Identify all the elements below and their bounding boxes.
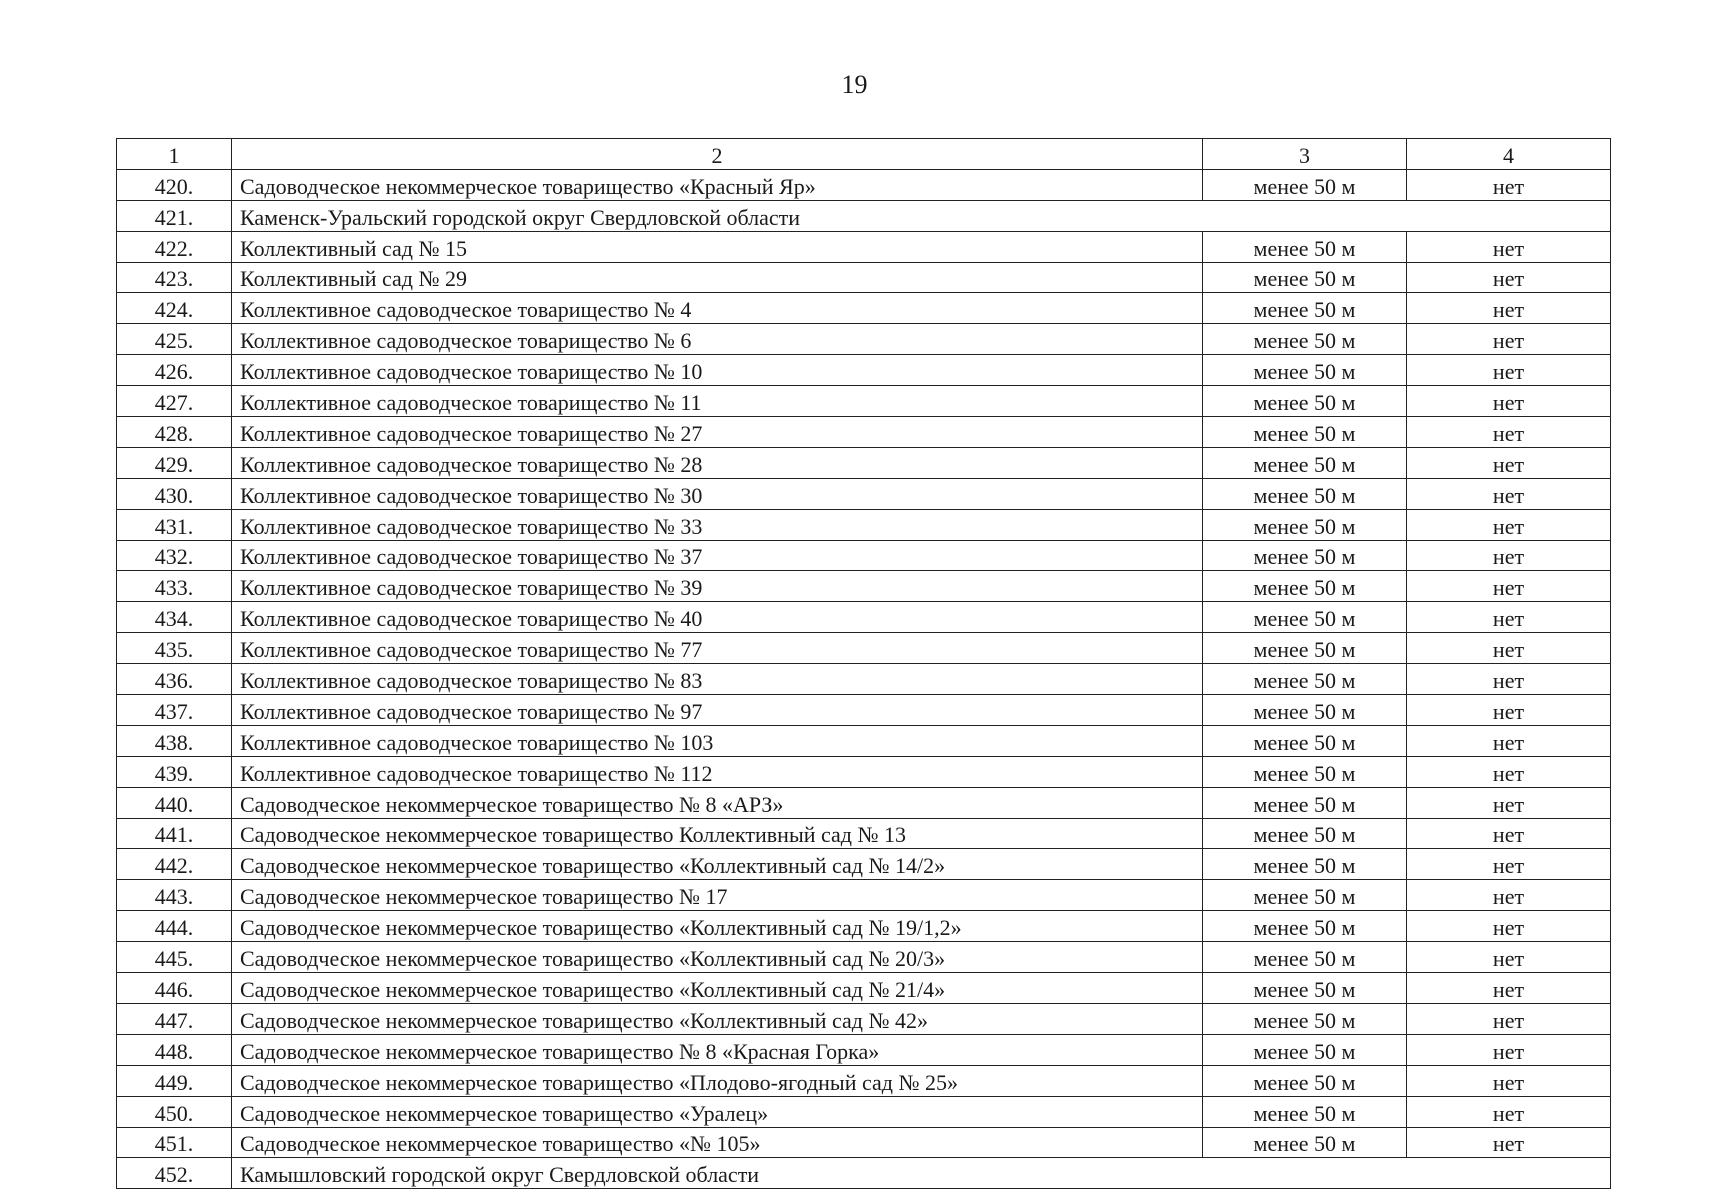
row-number: 444. xyxy=(117,911,232,942)
flag-cell: нет xyxy=(1407,478,1611,509)
organization-name: Садоводческое некоммерческое товарищество «Коллективный сад № 14/2» xyxy=(232,849,1203,880)
distance-cell: менее 50 м xyxy=(1203,849,1407,880)
distance-cell: менее 50 м xyxy=(1203,664,1407,695)
row-number: 452. xyxy=(117,1158,232,1189)
row-number: 423. xyxy=(117,262,232,293)
header-row xyxy=(117,139,1611,170)
organization-name: Коллективное садоводческое товарищество № 39 xyxy=(232,571,1203,602)
flag-cell: нет xyxy=(1407,386,1611,417)
row-number: 425. xyxy=(117,324,232,355)
distance-cell: менее 50 м xyxy=(1203,818,1407,849)
table-row xyxy=(117,756,1611,787)
flag-cell: нет xyxy=(1407,417,1611,448)
distance-cell: менее 50 м xyxy=(1203,231,1407,262)
table-row xyxy=(117,386,1611,417)
flag-cell: нет xyxy=(1407,1096,1611,1127)
flag-cell: нет xyxy=(1407,973,1611,1004)
flag-cell: нет xyxy=(1407,633,1611,664)
flag-cell: нет xyxy=(1407,1127,1611,1158)
table-row xyxy=(117,1034,1611,1065)
table-row xyxy=(117,262,1611,293)
organization-name: Коллективное садоводческое товарищество № 112 xyxy=(232,756,1203,787)
column-header-2: 2 xyxy=(232,139,1203,170)
table-row xyxy=(117,355,1611,386)
distance-cell: менее 50 м xyxy=(1203,787,1407,818)
row-number: 443. xyxy=(117,880,232,911)
section-row xyxy=(117,200,1611,231)
flag-cell: нет xyxy=(1407,725,1611,756)
row-number: 428. xyxy=(117,417,232,448)
flag-cell: нет xyxy=(1407,849,1611,880)
row-number: 445. xyxy=(117,942,232,973)
organization-name: Коллективное садоводческое товарищество № 6 xyxy=(232,324,1203,355)
distance-cell: менее 50 м xyxy=(1203,262,1407,293)
row-number: 421. xyxy=(117,200,232,231)
organization-name: Садоводческое некоммерческое товарищество «№ 105» xyxy=(232,1127,1203,1158)
section-row xyxy=(117,1158,1611,1189)
row-number: 451. xyxy=(117,1127,232,1158)
row-number: 422. xyxy=(117,231,232,262)
flag-cell: нет xyxy=(1407,355,1611,386)
table-row xyxy=(117,602,1611,633)
row-number: 426. xyxy=(117,355,232,386)
organization-name: Садоводческое некоммерческое товарищество № 8 «АРЗ» xyxy=(232,787,1203,818)
table-row xyxy=(117,417,1611,448)
section-title: Камышловский городской округ Свердловской области xyxy=(232,1158,1611,1189)
row-number: 433. xyxy=(117,571,232,602)
organization-name: Садоводческое некоммерческое товарищество «Коллективный сад № 42» xyxy=(232,1003,1203,1034)
distance-cell: менее 50 м xyxy=(1203,756,1407,787)
distance-cell: менее 50 м xyxy=(1203,1127,1407,1158)
table-row xyxy=(117,695,1611,726)
row-number: 436. xyxy=(117,664,232,695)
flag-cell: нет xyxy=(1407,818,1611,849)
section-title: Каменск-Уральский городской округ Свердловской области xyxy=(232,200,1611,231)
distance-cell: менее 50 м xyxy=(1203,478,1407,509)
organization-name: Коллективное садоводческое товарищество № 4 xyxy=(232,293,1203,324)
distance-cell: менее 50 м xyxy=(1203,911,1407,942)
column-header-4: 4 xyxy=(1407,139,1611,170)
distance-cell: менее 50 м xyxy=(1203,447,1407,478)
table-row xyxy=(117,664,1611,695)
distance-cell: менее 50 м xyxy=(1203,386,1407,417)
flag-cell: нет xyxy=(1407,880,1611,911)
organization-name: Коллективное садоводческое товарищество № 97 xyxy=(232,695,1203,726)
distance-cell: менее 50 м xyxy=(1203,417,1407,448)
distance-cell: менее 50 м xyxy=(1203,633,1407,664)
organization-name: Коллективное садоводческое товарищество № 30 xyxy=(232,478,1203,509)
table-row xyxy=(117,880,1611,911)
distance-cell: менее 50 м xyxy=(1203,880,1407,911)
row-number: 435. xyxy=(117,633,232,664)
flag-cell: нет xyxy=(1407,911,1611,942)
flag-cell: нет xyxy=(1407,942,1611,973)
flag-cell: нет xyxy=(1407,509,1611,540)
column-header-1: 1 xyxy=(117,139,232,170)
row-number: 448. xyxy=(117,1034,232,1065)
organization-name: Садоводческое некоммерческое товарищество № 8 «Красная Горка» xyxy=(232,1034,1203,1065)
row-number: 427. xyxy=(117,386,232,417)
table-header xyxy=(117,139,1611,170)
flag-cell: нет xyxy=(1407,540,1611,571)
row-number: 449. xyxy=(117,1065,232,1096)
row-number: 442. xyxy=(117,849,232,880)
distance-cell: менее 50 м xyxy=(1203,602,1407,633)
row-number: 437. xyxy=(117,695,232,726)
row-number: 432. xyxy=(117,540,232,571)
page-number: 19 xyxy=(841,70,868,99)
table-row xyxy=(117,447,1611,478)
flag-cell: нет xyxy=(1407,1034,1611,1065)
row-number: 447. xyxy=(117,1003,232,1034)
organization-name: Коллективное садоводческое товарищество № 103 xyxy=(232,725,1203,756)
distance-cell: менее 50 м xyxy=(1203,324,1407,355)
organization-name: Коллективное садоводческое товарищество № 33 xyxy=(232,509,1203,540)
organization-name: Коллективное садоводческое товарищество № 37 xyxy=(232,540,1203,571)
table-row xyxy=(117,1096,1611,1127)
row-number: 440. xyxy=(117,787,232,818)
organization-name: Садоводческое некоммерческое товарищество «Плодово-ягодный сад № 25» xyxy=(232,1065,1203,1096)
distance-cell: менее 50 м xyxy=(1203,509,1407,540)
column-header-3: 3 xyxy=(1203,139,1407,170)
table-row xyxy=(117,1003,1611,1034)
flag-cell: нет xyxy=(1407,602,1611,633)
table-row xyxy=(117,725,1611,756)
row-number: 431. xyxy=(117,509,232,540)
organization-name: Коллективное садоводческое товарищество № 77 xyxy=(232,633,1203,664)
flag-cell: нет xyxy=(1407,262,1611,293)
table-row xyxy=(117,509,1611,540)
table-row xyxy=(117,293,1611,324)
organization-name: Коллективный сад № 29 xyxy=(232,262,1203,293)
flag-cell: нет xyxy=(1407,1065,1611,1096)
row-number: 424. xyxy=(117,293,232,324)
distance-cell: менее 50 м xyxy=(1203,355,1407,386)
distance-cell: менее 50 м xyxy=(1203,695,1407,726)
register-table xyxy=(116,138,1611,1189)
organization-name: Коллективное садоводческое товарищество № 11 xyxy=(232,386,1203,417)
flag-cell: нет xyxy=(1407,695,1611,726)
distance-cell: менее 50 м xyxy=(1203,1096,1407,1127)
table-row xyxy=(117,1127,1611,1158)
table-row xyxy=(117,1065,1611,1096)
organization-name: Коллективное садоводческое товарищество № 28 xyxy=(232,447,1203,478)
distance-cell: менее 50 м xyxy=(1203,571,1407,602)
table-row xyxy=(117,911,1611,942)
flag-cell: нет xyxy=(1407,787,1611,818)
row-number: 439. xyxy=(117,756,232,787)
table-row xyxy=(117,478,1611,509)
organization-name: Садоводческое некоммерческое товарищество Коллективный сад № 13 xyxy=(232,818,1203,849)
organization-name: Коллективное садоводческое товарищество № 27 xyxy=(232,417,1203,448)
organization-name: Коллективное садоводческое товарищество № 10 xyxy=(232,355,1203,386)
distance-cell: менее 50 м xyxy=(1203,1065,1407,1096)
organization-name: Садоводческое некоммерческое товарищество «Коллективный сад № 20/3» xyxy=(232,942,1203,973)
row-number: 441. xyxy=(117,818,232,849)
table-row xyxy=(117,169,1611,200)
table-row xyxy=(117,231,1611,262)
row-number: 438. xyxy=(117,725,232,756)
distance-cell: менее 50 м xyxy=(1203,293,1407,324)
organization-name: Садоводческое некоммерческое товарищество «Коллективный сад № 19/1,2» xyxy=(232,911,1203,942)
row-number: 420. xyxy=(117,169,232,200)
organization-name: Коллективный сад № 15 xyxy=(232,231,1203,262)
row-number: 429. xyxy=(117,447,232,478)
flag-cell: нет xyxy=(1407,324,1611,355)
row-number: 450. xyxy=(117,1096,232,1127)
flag-cell: нет xyxy=(1407,447,1611,478)
table-row xyxy=(117,787,1611,818)
table-row xyxy=(117,540,1611,571)
distance-cell: менее 50 м xyxy=(1203,1034,1407,1065)
organization-name: Садоводческое некоммерческое товарищество № 17 xyxy=(232,880,1203,911)
flag-cell: нет xyxy=(1407,231,1611,262)
table-row xyxy=(117,942,1611,973)
flag-cell: нет xyxy=(1407,169,1611,200)
organization-name: Коллективное садоводческое товарищество № 40 xyxy=(232,602,1203,633)
flag-cell: нет xyxy=(1407,664,1611,695)
table-row xyxy=(117,571,1611,602)
distance-cell: менее 50 м xyxy=(1203,942,1407,973)
table-row xyxy=(117,849,1611,880)
distance-cell: менее 50 м xyxy=(1203,169,1407,200)
distance-cell: менее 50 м xyxy=(1203,1003,1407,1034)
distance-cell: менее 50 м xyxy=(1203,725,1407,756)
table-row xyxy=(117,973,1611,1004)
table-row xyxy=(117,324,1611,355)
organization-name: Коллективное садоводческое товарищество № 83 xyxy=(232,664,1203,695)
flag-cell: нет xyxy=(1407,1003,1611,1034)
table-row xyxy=(117,818,1611,849)
organization-name: Садоводческое некоммерческое товарищество «Уралец» xyxy=(232,1096,1203,1127)
organization-name: Садоводческое некоммерческое товарищество «Коллективный сад № 21/4» xyxy=(232,973,1203,1004)
row-number: 446. xyxy=(117,973,232,1004)
row-number: 430. xyxy=(117,478,232,509)
flag-cell: нет xyxy=(1407,571,1611,602)
flag-cell: нет xyxy=(1407,293,1611,324)
row-number: 434. xyxy=(117,602,232,633)
table-body xyxy=(117,169,1611,1188)
distance-cell: менее 50 м xyxy=(1203,973,1407,1004)
organization-name: Садоводческое некоммерческое товарищество «Красный Яр» xyxy=(232,169,1203,200)
table-row xyxy=(117,633,1611,664)
flag-cell: нет xyxy=(1407,756,1611,787)
distance-cell: менее 50 м xyxy=(1203,540,1407,571)
